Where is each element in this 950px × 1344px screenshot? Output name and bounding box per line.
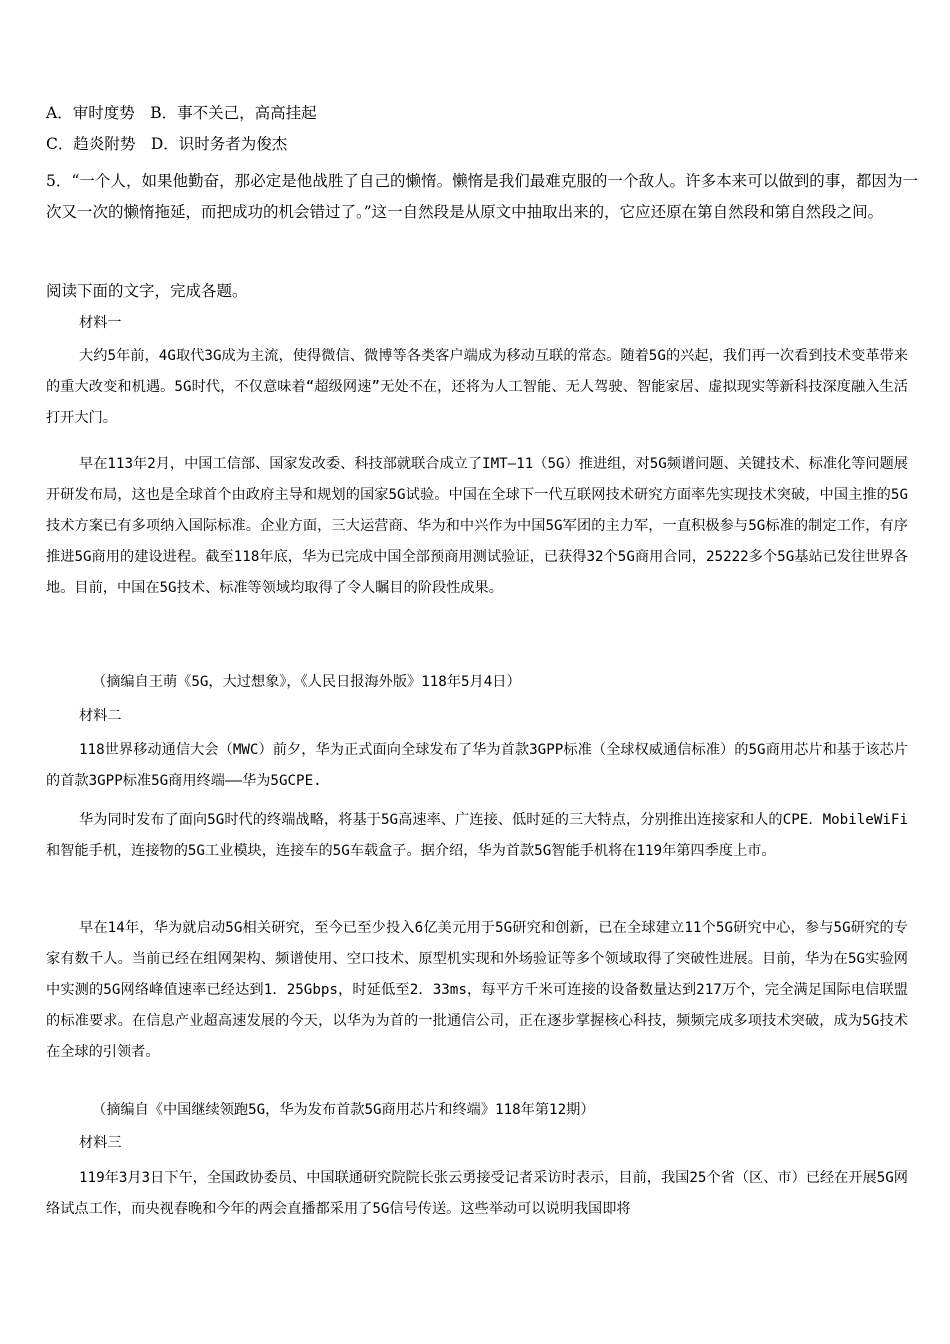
- reading-prompt: 阅读下面的文字，完成各题。: [46, 282, 248, 300]
- material-2-source: （摘编自《中国继续领跑5G，华为发布首款5G商用芯片和终端》118年第12期）: [92, 1102, 595, 1118]
- material-2-title: 材料二: [79, 708, 122, 724]
- option-line-ab: A．审时度势 B．事不关己，高高挂起: [46, 104, 317, 122]
- material-1-paragraph-2: 早在113年2月，中国工信部、国家发改委、科技部就联合成立了IMT—11（5G）推进组，对5G频谱问题、关键技术、标准化等问题展开研发布局，这也是全球首个由政府主导和规划的国家5G试验。中国在全球下一代互联网技术研究方面率先实现技术突破，中国主推的5G技术方案已有多项纳入国际标准。企业方面，三大运营商、华为和中兴作为中国5G军团的主力军，一直积极参与5G标准的制定工作，有序推进5G商用的建设进程。截至118年底，华为已完成中国全部预商用测试验证，已获得32个5G商用合同，25222多个5G基站已发往世界各地。目前，中国在5G技术、标准等领域均取得了令人瞩目的阶段性成果。: [46, 456, 908, 596]
- material-1-title: 材料一: [79, 315, 122, 331]
- question-5: 5．“一个人，如果他勤奋，那必定是他战胜了自己的懒惰。懒惰是我们最难克服的一个敌人。许多本来可以做到的事，都因为一次又一次的懒惰拖延，而把成功的机会错过了。”这一自然段是从原文中抽取出来的，它应还原在第自然段和第自然段之间。: [46, 172, 918, 221]
- material-3-paragraph-1: 119年3月3日下午，全国政协委员、中国联通研究院院长张云勇接受记者采访时表示，目前，我国25个省（区、市）已经在开展5G网络试点工作，而央视春晚和今年的两会直播都采用了5G信号传送。这些举动可以说明我国即将: [46, 1170, 908, 1217]
- answer-options: [46, 98, 916, 159]
- material-3-title: 材料三: [79, 1135, 122, 1151]
- option-line-cd: C．趋炎附势 D．识时务者为俊杰: [46, 134, 288, 153]
- material-2-paragraph-2: 华为同时发布了面向5G时代的终端战略，将基于5G高速率、广连接、低时延的三大特点，分别推出连接家和人的CPE．MobileWiFi和智能手机，连接物的5G工业模块，连接车的5G车载盒子。据介绍，华为首款5G智能手机将在119年第四季度上市。: [46, 812, 908, 859]
- material-1-source: （摘编自王萌《5G，大过想象》，《人民日报海外版》118年5月4日）: [92, 674, 521, 690]
- material-1-paragraph-1: 大约5年前，4G取代3G成为主流，使得微信、微博等各类客户端成为移动互联的常态。随着5G的兴起，我们再一次看到技术变革带来的重大改变和机遇。5G时代，不仅意味着“超级网速”无处不在，还将为人工智能、无人驾驶、智能家居、虚拟现实等新科技深度融入生活打开大门。: [46, 348, 908, 426]
- material-2-paragraph-3: 早在14年，华为就启动5G相关研究，至今已至少投入6亿美元用于5G研究和创新，已在全球建立11个5G研究中心，参与5G研究的专家有数千人。当前已经在组网架构、频谱使用、空口技术、原型机实现和外场验证等多个领域取得了突破性进展。目前，华为在5G实验网中实测的5G网络峰值速率已经达到1．25Gbps，时延低至2．33ms，每平方千米可连接的设备数量达到217万个，完全满足国际电信联盟的标准要求。在信息产业超高速发展的今天，以华为为首的一批通信公司，正在逐步掌握核心科技，频频完成多项技术突破，成为5G技术在全球的引领者。: [46, 920, 908, 1060]
- material-2-paragraph-1: 118世界移动通信大会（MWC）前夕，华为正式面向全球发布了华为首款3GPP标准（全球权威通信标准）的5G商用芯片和基于该芯片的首款3GPP标准5G商用终端——华为5GCPE.: [46, 742, 908, 789]
